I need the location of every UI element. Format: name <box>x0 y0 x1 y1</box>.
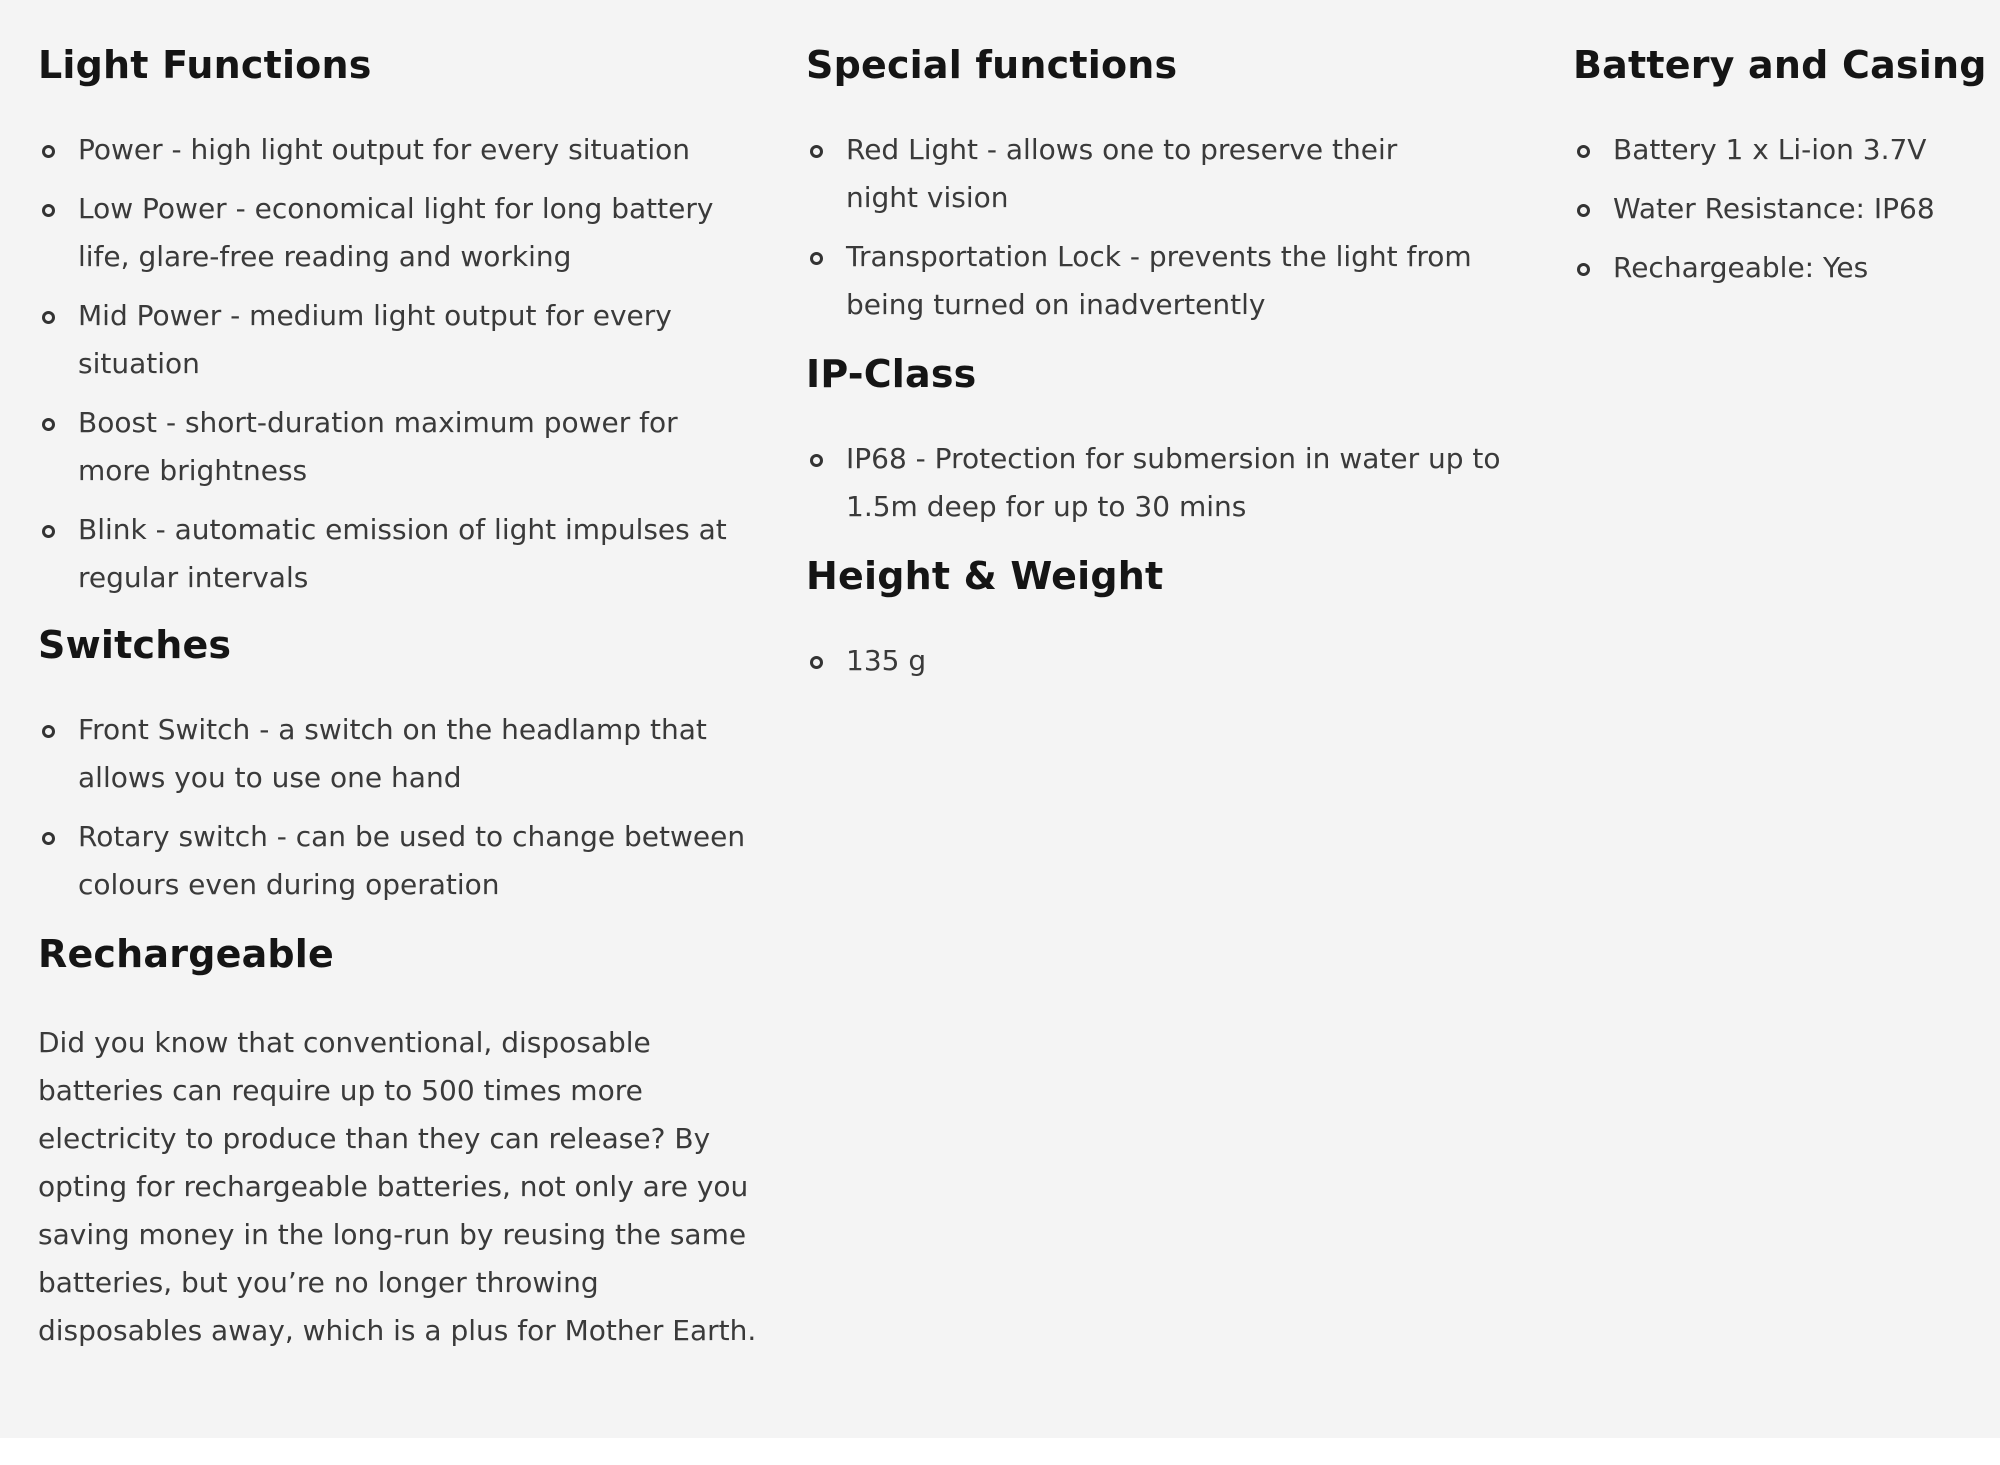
height-weight-heading: Height & Weight <box>806 554 1164 598</box>
rechargeable-heading: Rechargeable <box>38 932 335 976</box>
bullet-icon <box>810 454 823 467</box>
bullet-icon <box>42 832 55 845</box>
battery-casing-list <box>1573 126 2000 292</box>
column-middle <box>806 0 1536 696</box>
bullet-icon <box>810 145 823 158</box>
bullet-icon <box>42 725 55 738</box>
list-item: Transportation Lock - prevents the light from being turned on inadvertently <box>806 233 1536 329</box>
ip-class-heading: IP-Class <box>806 352 977 396</box>
bullet-icon <box>42 525 55 538</box>
battery-casing-heading: Battery and Casing <box>1573 43 1987 87</box>
list-item: IP68 - Protection for submersion in water up to 1.5m deep for up to 30 mins <box>806 435 1536 531</box>
list-item: Water Resistance: IP68 <box>1573 185 2000 233</box>
list-item: Rechargeable: Yes <box>1573 244 2000 292</box>
rechargeable-text: Did you know that conventional, disposable batteries can require up to 500 times more electricity to produce than they can release? By opting for rechargeable batteries, not only are you saving money in the long-run by reusing the same batteries, but you’re no longer throwing disposables away, which is a plus for Mother Earth. <box>38 1026 757 1347</box>
list-item: Mid Power - medium light output for every situation <box>38 292 758 388</box>
list-item: Rotary switch - can be used to change between colours even during operation <box>38 813 758 909</box>
bullet-icon <box>810 656 823 669</box>
ip-class-list <box>806 435 1536 531</box>
light-functions-heading: Light Functions <box>38 43 372 87</box>
bullet-icon <box>42 418 55 431</box>
bullet-icon <box>42 311 55 324</box>
bullet-icon <box>810 252 823 265</box>
list-item: Battery 1 x Li-ion 3.7V <box>1573 126 2000 174</box>
special-functions-heading: Special functions <box>806 43 1178 87</box>
switches-list <box>38 706 758 909</box>
bullet-icon <box>1577 204 1590 217</box>
bullet-icon <box>42 204 55 217</box>
list-item: Red Light - allows one to preserve their night vision <box>806 126 1536 222</box>
special-functions-list <box>806 126 1536 329</box>
column-left <box>38 0 758 1355</box>
bullet-icon <box>42 145 55 158</box>
height-weight-list <box>806 637 1536 685</box>
list-item: Blink - automatic emission of light impulses at regular intervals <box>38 506 758 602</box>
bullet-icon <box>1577 263 1590 276</box>
list-item: Power - high light output for every situation <box>38 126 758 174</box>
switches-heading: Switches <box>38 623 232 667</box>
bullet-icon <box>1577 145 1590 158</box>
list-item: Front Switch - a switch on the headlamp that allows you to use one hand <box>38 706 758 802</box>
list-item: Low Power - economical light for long battery life, glare-free reading and working <box>38 185 758 281</box>
column-right <box>1573 0 1993 303</box>
light-functions-list <box>38 126 758 602</box>
list-item: Boost - short-duration maximum power for more brightness <box>38 399 758 495</box>
list-item: 135 g <box>806 637 1536 685</box>
